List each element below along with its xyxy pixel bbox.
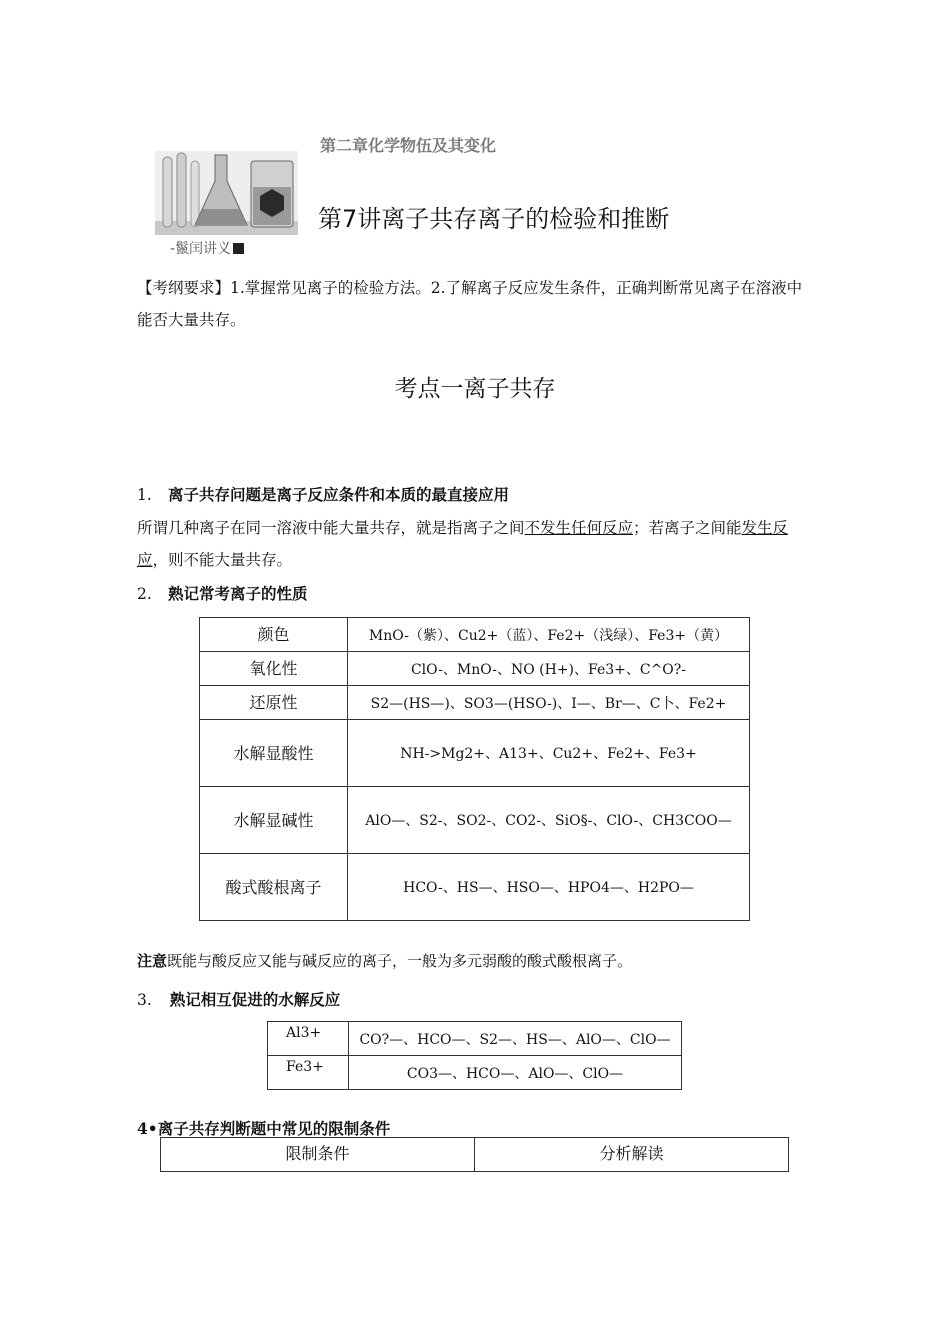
item2-heading-text: 熟记常考离子的性质 (168, 584, 308, 603)
property-key: 还原性 (200, 686, 348, 720)
hydrolysis-table (267, 1021, 682, 1090)
syllabus-requirements: 【考纲要求】1.掌握常见离子的检验方法。2.了解离子反应发生条件，正确判断常见离子在溶液中能否大量共存。 (137, 279, 803, 329)
table-row (200, 618, 750, 652)
item1-underline-2: 发生反应 (137, 519, 789, 569)
column-header-conditions: 限制条件 (161, 1138, 475, 1172)
item3-heading (137, 988, 340, 1010)
item1-text-b: ；若离子之间能 (633, 519, 742, 537)
property-value: MnO-（紫）、Cu2+（蓝）、Fe2+（浅绿）、Fe3+（黄） (348, 618, 750, 652)
property-value: ClO-、MnO-、NO (H+)、Fe3+、C^O?- (348, 652, 750, 686)
table-row (200, 686, 750, 720)
note (137, 950, 632, 971)
section-title: 考点一离子共存 (394, 376, 556, 402)
table-row (200, 787, 750, 854)
item4-heading: 4•离子共存判断题中常见的限制条件 (137, 1119, 391, 1138)
item2-number: 2. (137, 585, 152, 603)
item3-heading-text: 熟记相互促进的水解反应 (169, 990, 341, 1009)
property-value: NH->Mg2+、A13+、Cu2+、Fe2+、Fe3+ (348, 720, 750, 787)
restriction-table (160, 1137, 789, 1172)
item1-underline-1: 不发生任何反应 (524, 519, 634, 537)
chapter-title: 第二章化学物伍及其变化 (320, 136, 497, 155)
square-icon (233, 243, 244, 254)
anion-list: CO3—、HCO—、AlO—、ClO— (349, 1056, 682, 1090)
item1-text-a: 所谓几种离子在同一溶液中能大量共存，就是指离子之间 (137, 519, 525, 537)
property-key: 酸式酸根离子 (200, 854, 348, 921)
table-row (200, 720, 750, 787)
table-row (268, 1056, 682, 1090)
property-key: 水解显酸性 (200, 720, 348, 787)
property-key: 水解显碱性 (200, 787, 348, 854)
lecture-title: 第7讲离子共存离子的检验和推断 (318, 205, 670, 233)
note-text: 既能与酸反应又能与碱反应的离子，一般为多元弱酸的酸式酸根离子。 (167, 952, 633, 970)
item2-heading (137, 582, 308, 604)
table-row (200, 854, 750, 921)
property-value: AlO—、S2-、SO2-、CO2-、SiO§-、ClO-、CH3COO— (348, 787, 750, 854)
property-value: S2—(HS—)、SO3—(HSO-)、I—、Br—、C卜、Fe2+ (348, 686, 750, 720)
table-row (161, 1138, 789, 1172)
property-value: HCO-、HS—、HSO—、HPO4—、H2PO— (348, 854, 750, 921)
item1-number: 1. (137, 486, 152, 504)
item1-heading-text: 离子共存问题是离子反应条件和本质的最直接应用 (168, 485, 510, 504)
item3-number: 3. (137, 991, 152, 1009)
property-key: 颜色 (200, 618, 348, 652)
column-header-analysis: 分析解读 (475, 1138, 789, 1172)
ion-properties-table (199, 617, 750, 921)
item1-text-c: ，则不能大量共存。 (152, 551, 293, 569)
header-caption: -鬣闰讲义 (170, 238, 244, 258)
anion-list: CO?—、HCO—、S2—、HS—、AlO—、ClO— (349, 1022, 682, 1056)
table-row (200, 652, 750, 686)
cation-key: Fe3+ (268, 1056, 349, 1090)
cation-key: Al3+ (268, 1022, 349, 1056)
note-label: 注意 (137, 952, 168, 970)
property-key: 氧化性 (200, 652, 348, 686)
header-lab-image (155, 151, 298, 235)
item1-paragraph (137, 512, 817, 576)
table-row (268, 1022, 682, 1056)
item1-heading (137, 483, 509, 505)
